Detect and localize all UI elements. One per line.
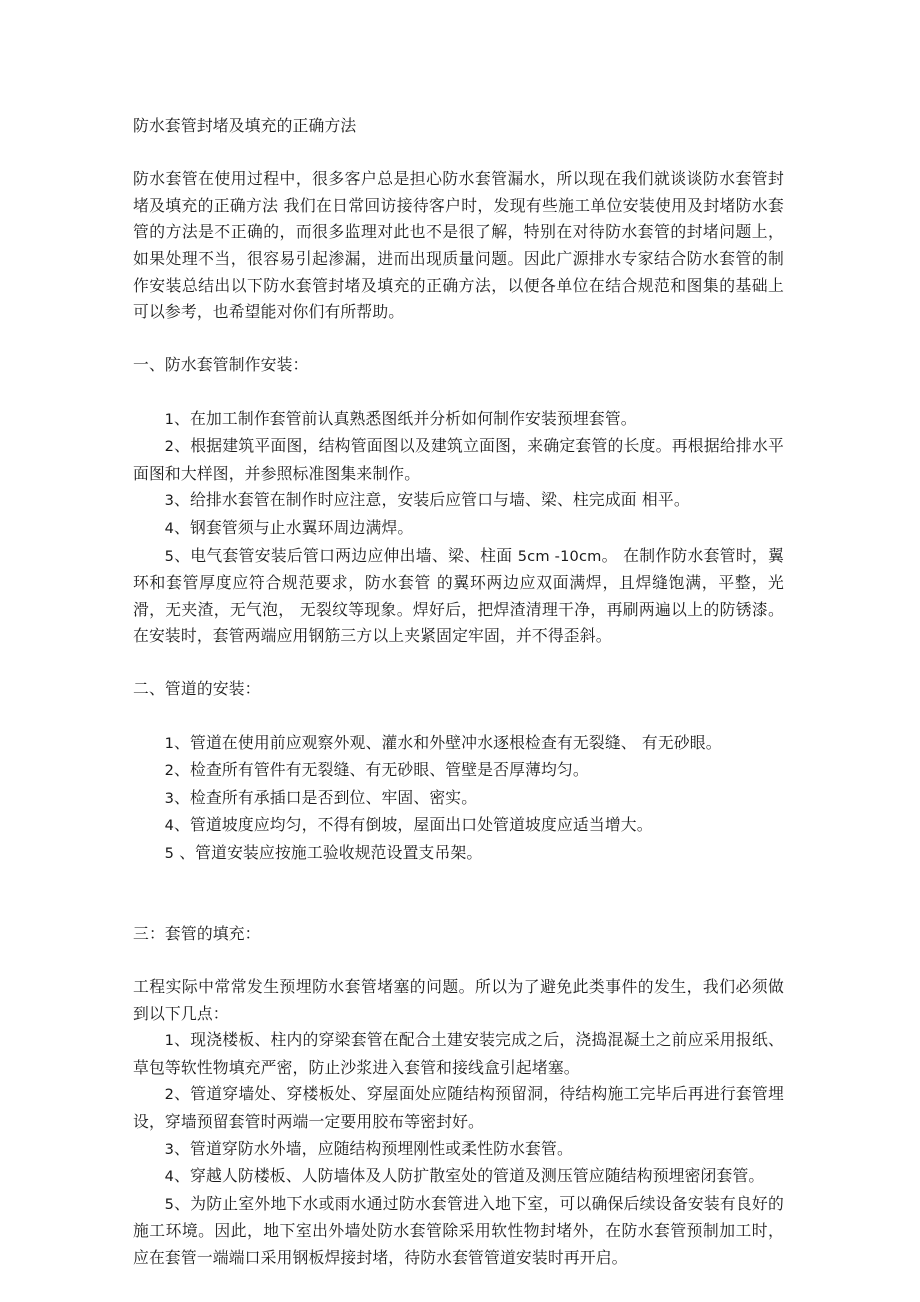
latin-run: 5cm -10cm (517, 547, 602, 565)
latin-run: 2 (164, 438, 175, 456)
list-item: 1、现浇楼板、柱内的穿梁套管在配合土建安装完成之后，浇捣混凝土之前应采用报纸、草包等软性物填充严密，防止沙浆进入套管和接线盒引起堵塞。 (133, 1030, 784, 1077)
latin-run: 1 (164, 1032, 175, 1050)
latin-run: 1 (164, 410, 175, 428)
intro-paragraph: 防水套管在使用过程中，很多客户总是担心防水套管漏水，所以现在我们就谈谈防水套管封堵及填充的正确方法 我们在日常回访接待客户时，发现有些施工单位安装使用及封堵防水套管的方法是不正确的，而很多监理对此也不是很了解，特别在对待防水套管的封堵问题上，如果处理不当，很容易引起渗漏，进而出现质量问题。因此广源排水专家结合防水套管的制作安装总结出以下防水套管封堵及填充的正确方法，以便各单位在结合规范和图集的基础上可以参考，也希望能对你们有所帮助。 (133, 169, 784, 322)
list-item: 3、检查所有承插口是否到位、牢固、密实。 (164, 787, 478, 807)
section-heading-3: 三：套管的填充： (133, 923, 261, 943)
list-item: 2、根据建筑平面图，结构管面图以及建筑立面图，来确定套管的长度。再根据给排水平面图和大样图，并参照标准图集来制作。 (133, 436, 784, 483)
list-item: 1、在加工制作套管前认真熟悉图纸并分析如何制作安装预埋套管。 (164, 408, 637, 428)
section-spacer (133, 650, 784, 677)
list-item: 3、管道穿防水外墙，应随结构预埋刚性或柔性防水套管。 (164, 1138, 573, 1158)
latin-run: 3 (164, 1140, 175, 1158)
section-1-item-list (133, 406, 784, 650)
section-2-item-list (133, 730, 784, 868)
latin-run: 5 (164, 1195, 175, 1213)
latin-run: 4 (164, 817, 175, 835)
latin-run: 5 (164, 845, 175, 863)
latin-run: 2 (164, 762, 175, 780)
list-item: 2、检查所有管件有无裂缝、有无砂眼、管壁是否厚薄均匀。 (164, 760, 589, 780)
document-title: 防水套管封堵及填充的正确方法 (133, 116, 357, 135)
document-body (133, 113, 784, 1272)
list-item: 2、管道穿墙处、穿楼板处、穿屋面处应随结构预留洞，待结构施工完毕后再进行套管埋设，穿墙预留套管时两端一定要用胶布等密封好。 (133, 1084, 784, 1131)
list-item: 4、管道坡度应均匀，不得有倒坡，屋面出口处管道坡度应适当增大。 (164, 815, 653, 835)
latin-run: 1 (164, 734, 175, 752)
section-3-lead-paragraph: 工程实际中常常发生预埋防水套管堵塞的问题。所以为了避免此类事件的发生，我们必须做到以下几点： (133, 977, 784, 1023)
latin-run: 2 (164, 1086, 175, 1104)
section-heading-1: 一、防水套管制作安装： (133, 355, 309, 375)
latin-run: 4 (164, 1168, 175, 1186)
latin-run: 4 (164, 519, 175, 537)
list-item: 5、电气套管安装后管口两边应伸出墙、梁、柱面 5cm -10cm。 在制作防水套管时，翼环和套管厚度应符合规范要求，防水套管 的翼环两边应双面满焊，且焊缝饱满，平整，光滑，无夹渣，无气泡， 无裂纹等现象。焊好后，把焊渣清理干净，再刷两遍以上的防锈漆。在安装时，套管两端应用钢筋三方以上夹紧固定牢固，并不得歪斜。 (133, 545, 784, 646)
section-heading-2: 二、管道的安装： (133, 679, 261, 699)
list-item: 4、钢套管须与止水翼环周边满焊。 (164, 517, 414, 537)
list-item: 4、穿越人防楼板、人防墙体及人防扩散室处的管道及测压管应随结构预埋密闭套管。 (164, 1166, 765, 1186)
latin-run: 3 (164, 492, 175, 510)
section-spacer-large (133, 868, 784, 921)
latin-run: 3 (164, 789, 175, 807)
list-item: 5 、管道安装应按施工验收规范设置支吊架。 (164, 843, 483, 863)
list-item: 5、为防止室外地下水或雨水通过防水套管进入地下室，可以确保后续设备安装有良好的施工环境。因此，地下室出外墙处防水套管除采用软性物封堵外，在防水套管预制加工时，应在套管一端端口采用钢板焊接封堵，待防水套管管道安装时再开启。 (133, 1193, 784, 1267)
list-item: 3、给排水套管在制作时应注意，安装后应管口与墙、梁、柱完成面 相平。 (164, 490, 690, 510)
list-item: 1、管道在使用前应观察外观、灌水和外壁冲水逐根检查有无裂缝、 有无砂眼。 (164, 732, 722, 752)
section-3-item-list (133, 1027, 784, 1271)
latin-run: 5 (164, 547, 175, 565)
